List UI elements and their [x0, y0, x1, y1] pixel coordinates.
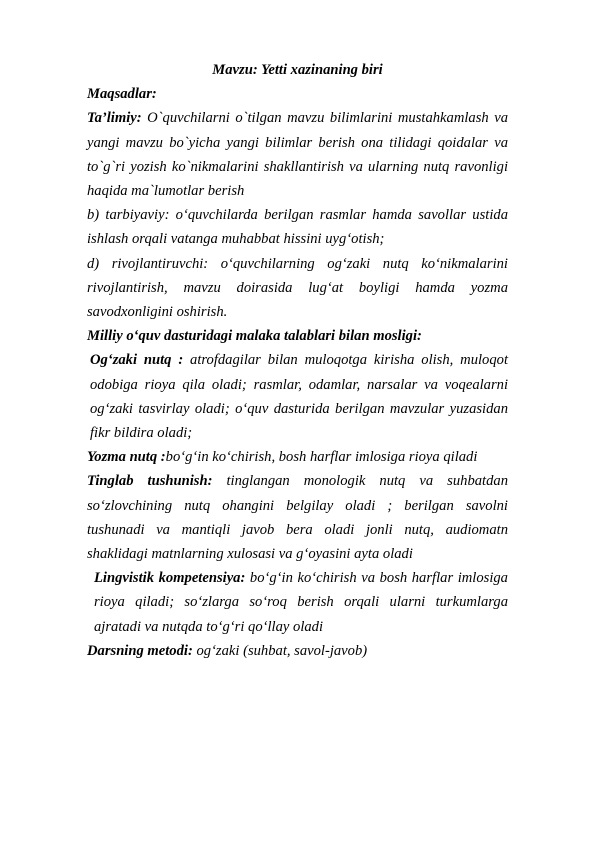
- linguistic-label: Lingvistik kompetensiya:: [94, 570, 246, 587]
- oral-speech-text: atrofdagilar bilan muloqotga kirisha olish, muloqot odobiga rioya qila oladi; rasmlar, odamlar, narsalar va voqealarni og‘zaki tasvirlay oladi; o‘quv dasturida berilgan mavzular yuzasidan fikr bildira oladi;: [90, 352, 508, 442]
- curriculum-heading: Milliy o‘quv dasturidagi malaka talablari bilan mosligi:: [87, 328, 422, 345]
- written-speech-label: Yozma nutq :: [87, 449, 166, 466]
- document-body: [87, 58, 508, 663]
- written-speech-requirement: [87, 445, 508, 469]
- educational-goal-text: O`quvchilarni o`tilgan mavzu bilimlarini mustahkamlash va yangi mavzu bo`yicha yangi bilimlar berish ona tilidagi qoidalar va to`g`ri yozish ko`nikmalarini shakllantirish va ularning nutq ravonligi haqida ma`lumotlar berish: [87, 110, 508, 200]
- developmental-goal: d) rivojlantiruvchi: o‘quvchilarning og‘zaki nutq ko‘nikmalarini rivojlantirish, mavzu doirasida lug‘at boyligi hamda yozma savodxonligini oshirish.: [87, 255, 508, 321]
- upbringing-goal: b) tarbiyaviy: o‘quvchilarda berilgan rasmlar hamda savollar ustida ishlash orqali vatanga muhabbat hissini uyg‘otish;: [87, 207, 508, 248]
- lesson-method: [87, 639, 508, 663]
- educational-goal-label: Ta’limiy:: [87, 110, 142, 127]
- lesson-method-label: Darsning metodi:: [87, 642, 193, 659]
- educational-goal: [87, 106, 508, 203]
- listening-text: tinglangan monologik nutq va suhbatdan so‘zlovchining nutq ohangini belgilay oladi ; berilgan savolni tushunadi va mantiqli javob bera oladi jonli nutq, audiomatn shaklidagi matnlarning xulosasi va g‘oyasini ayta oladi: [87, 473, 508, 563]
- linguistic-requirement: [87, 566, 508, 639]
- lesson-title: Mavzu: Yetti xazinaning biri: [212, 62, 383, 78]
- written-speech-text: bo‘g‘in ko‘chirish, bosh harflar imlosiga rioya qiladi: [165, 449, 478, 466]
- lesson-method-text: og‘zaki (suhbat, savol-javob): [192, 642, 368, 659]
- goals-heading: Maqsadlar:: [87, 86, 157, 103]
- listening-label: Tinglab tushunish:: [87, 473, 213, 490]
- listening-requirement: [87, 469, 508, 566]
- linguistic-text: bo‘g‘in ko‘chirish va bosh harflar imlosiga rioya qiladi; so‘zlarga so‘roq berish orqali ularni turkumlarga ajratadi va nutqda to‘g‘ri qo‘llay oladi: [94, 570, 508, 635]
- oral-speech-requirement: [87, 348, 508, 445]
- oral-speech-label: Og‘zaki nutq :: [90, 352, 184, 369]
